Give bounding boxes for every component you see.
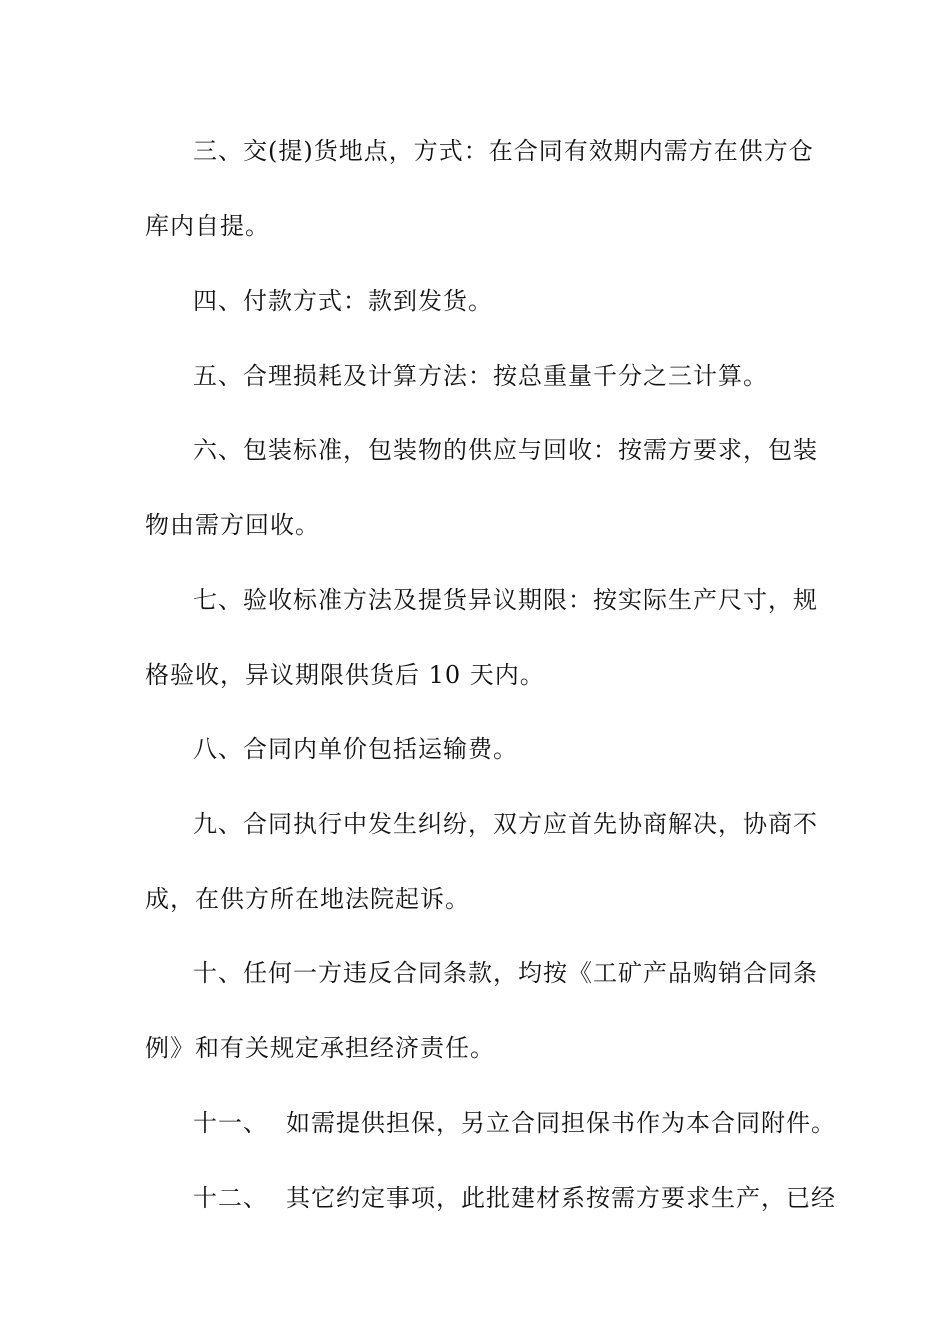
clause-7-line-2: 格验收，异议期限供货后 10 天内。 bbox=[145, 661, 545, 689]
clause-3-line-2: 库内自提。 bbox=[145, 212, 270, 240]
clause-11-line-1 bbox=[193, 1108, 836, 1138]
clause-12-line-1 bbox=[193, 1183, 836, 1213]
clause-11-text: 如需提供担保，另立合同担保书作为本合同附件。 bbox=[286, 1109, 836, 1137]
clause-5-line-1: 五、合理损耗及计算方法：按总重量千分之三计算。 bbox=[193, 362, 768, 390]
clause-9-line-1: 九、合同执行中发生纠纷，双方应首先协商解决，协商不 bbox=[193, 810, 818, 838]
clause-11-number: 十一、 bbox=[193, 1109, 268, 1137]
clause-12-text: 其它约定事项，此批建材系按需方要求生产，已经 bbox=[286, 1184, 836, 1212]
clause-10-line-1: 十、任何一方违反合同条款，均按《工矿产品购销合同条 bbox=[193, 959, 818, 987]
clause-6-line-1: 六、包装标准，包装物的供应与回收：按需方要求，包装 bbox=[193, 436, 818, 464]
clause-9-line-2: 成，在供方所在地法院起诉。 bbox=[145, 885, 470, 913]
clause-4-line-1: 四、付款方式：款到发货。 bbox=[193, 287, 493, 315]
clause-3-line-1: 三、交(提)货地点，方式：在合同有效期内需方在供方仓 bbox=[193, 137, 814, 165]
clause-12-number: 十二、 bbox=[193, 1184, 268, 1212]
clause-7-line-1: 七、验收标准方法及提货异议期限：按实际生产尺寸，规 bbox=[193, 586, 818, 614]
clause-8-line-1: 八、合同内单价包括运输费。 bbox=[193, 735, 518, 763]
clause-6-line-2: 物由需方回收。 bbox=[145, 511, 320, 539]
clause-10-line-2: 例》和有关规定承担经济责任。 bbox=[145, 1034, 495, 1062]
